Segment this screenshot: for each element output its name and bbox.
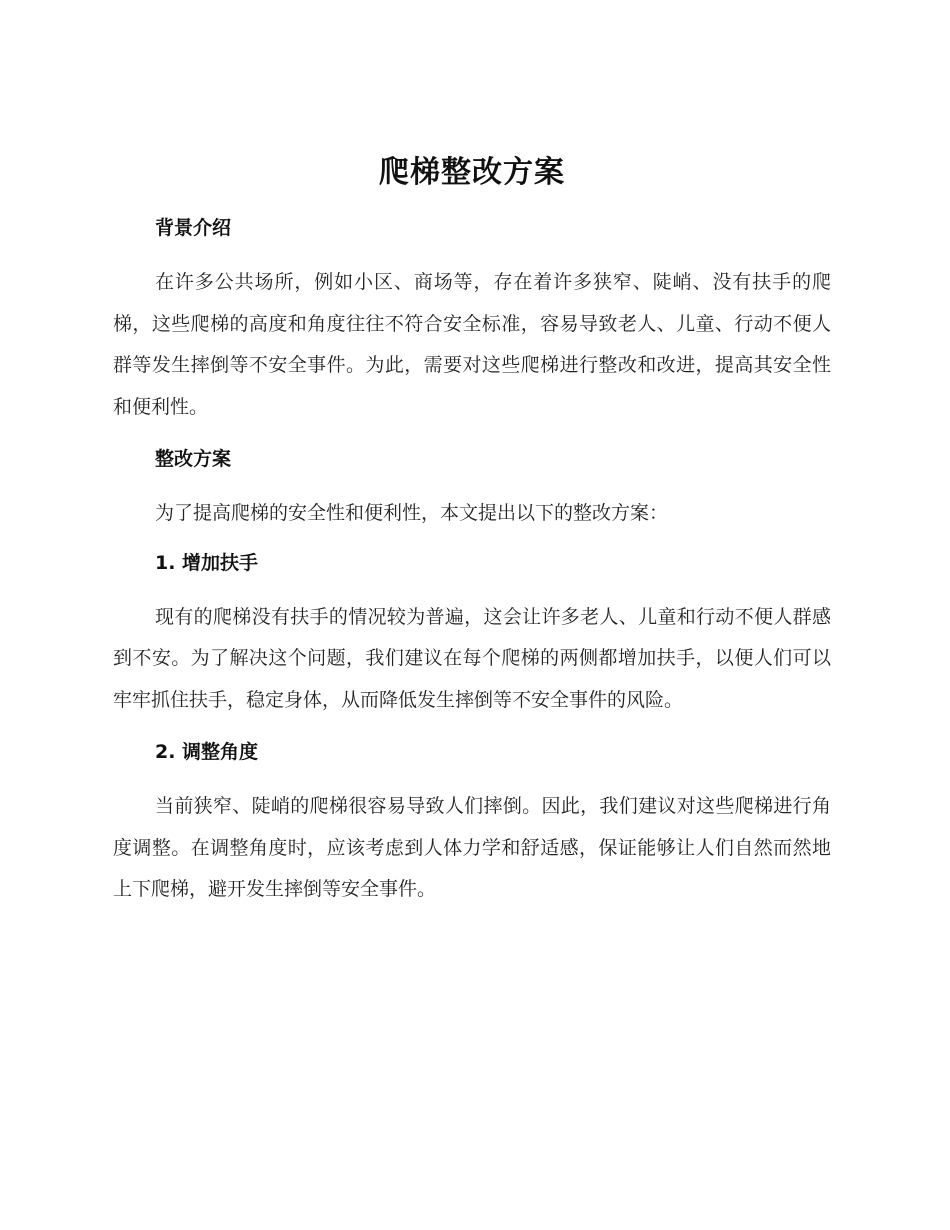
paragraph-background: 在许多公共场所，例如小区、商场等，存在着许多狭窄、陡峭、没有扶手的爬梯，这些爬梯的高度和角度往往不符合安全标准，容易导致老人、儿童、行动不便人群等发生摔倒等不安全事件。为此，需要对这些爬梯进行整改和改进，提高其安全性和便利性。	[113, 271, 831, 418]
section-heading-plan: 整改方案	[155, 448, 232, 470]
section-heading-angle: 2. 调整角度	[155, 741, 259, 763]
spacer	[113, 473, 831, 493]
spacer	[113, 577, 831, 597]
spacer	[113, 721, 831, 738]
spacer	[113, 428, 831, 445]
document-title: 爬梯整改方案	[379, 155, 565, 190]
section-heading-handrail: 1. 增加扶手	[155, 551, 259, 574]
paragraph-plan-intro: 为了提高爬梯的安全性和便利性，本文提出以下的整改方案：	[155, 502, 669, 524]
document-body	[113, 150, 831, 911]
spacer	[113, 242, 831, 262]
spacer	[113, 766, 831, 786]
spacer	[113, 535, 831, 549]
paragraph-angle: 当前狭窄、陡峭的爬梯很容易导致人们摔倒。因此，我们建议对这些爬梯进行角度调整。在调整角度时，应该考虑到人体力学和舒适感，保证能够让人们自然而然地上下爬梯，避开发生摔倒等安全事件。	[113, 795, 831, 900]
section-heading-background: 背景介绍	[155, 217, 232, 239]
paragraph-handrail: 现有的爬梯没有扶手的情况较为普遍，这会让许多老人、儿童和行动不便人群感到不安。为了解决这个问题，我们建议在每个爬梯的两侧都增加扶手，以便人们可以牢牢抓住扶手，稳定身体，从而降低发生摔倒等不安全事件的风险。	[113, 605, 831, 711]
